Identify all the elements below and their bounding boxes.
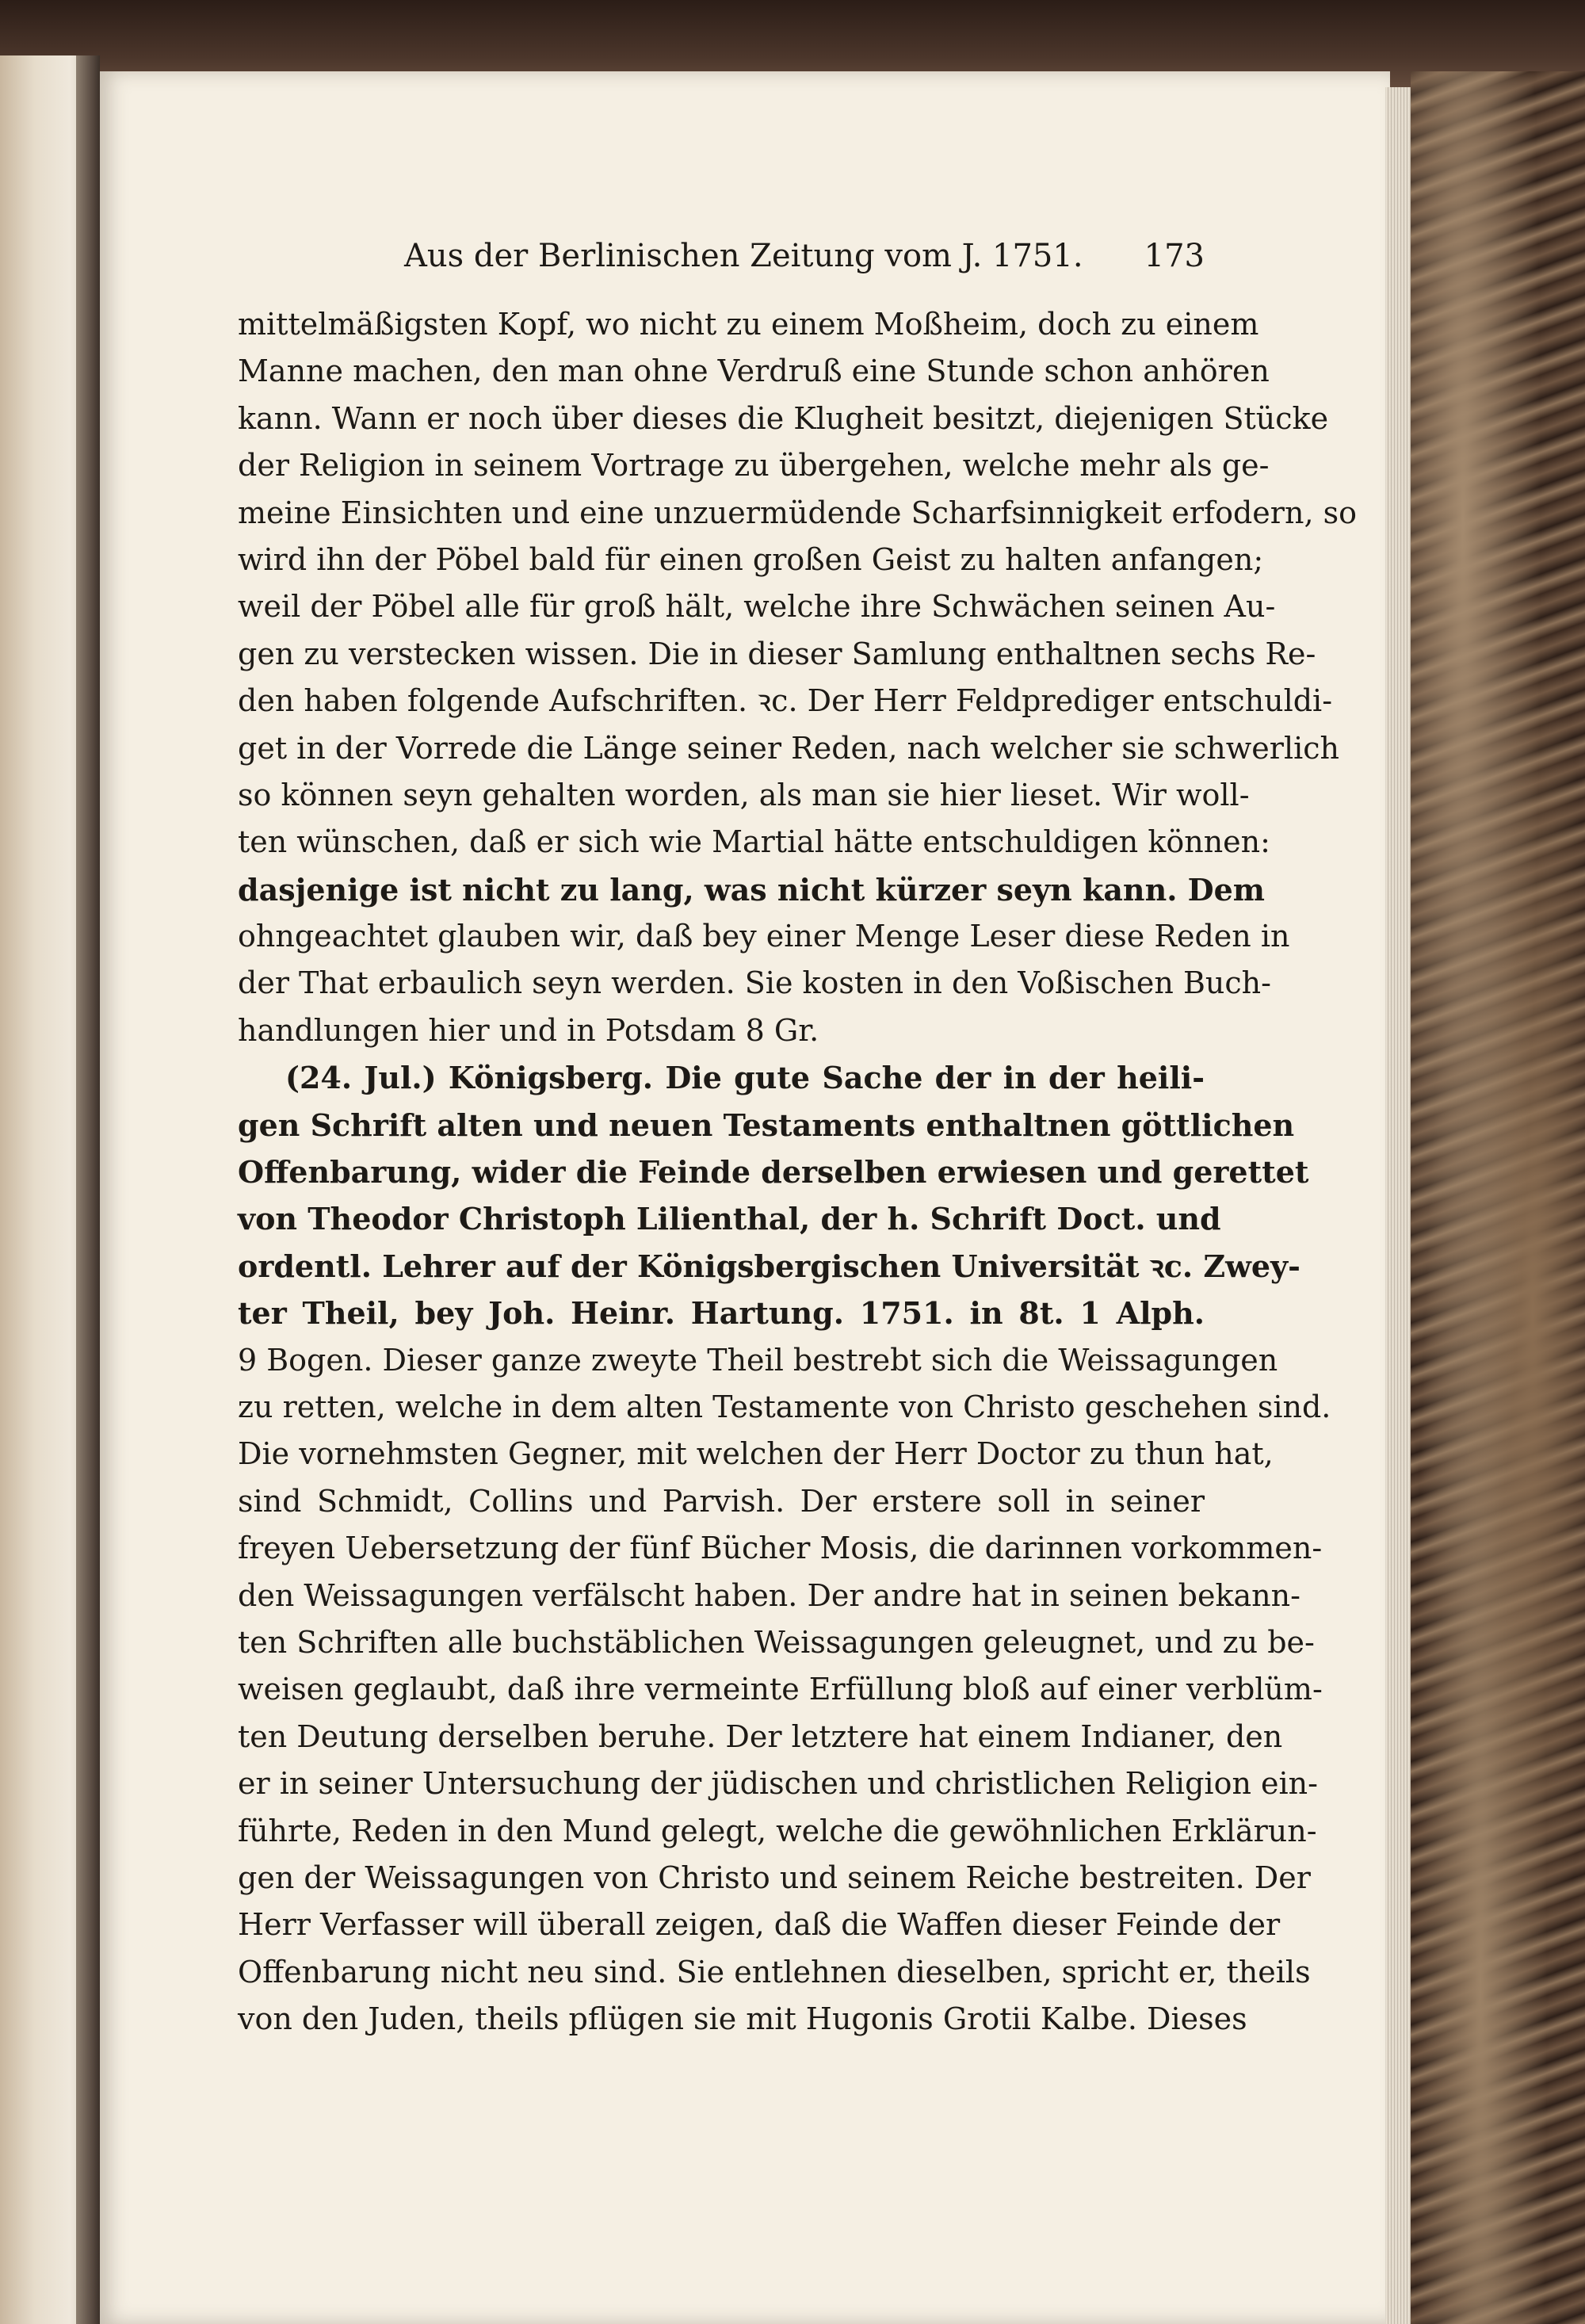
text-line: der That erbaulich seyn werden. Sie kosten in den Voßischen Buch- xyxy=(238,965,1271,1001)
text-line: 9 Bogen. Dieser ganze zweyte Theil bestrebt sich die Weissagungen xyxy=(238,1342,1278,1378)
running-head: Aus der Berlinischen Zeitung vom J. 1751. xyxy=(404,238,1083,274)
text-line: der Religion in seinem Vortrage zu übergehen, welche mehr als ge- xyxy=(238,448,1270,484)
text-line: get in der Vorrede die Länge seiner Reden, nach welcher sie schwerlich xyxy=(238,730,1340,766)
facing-page-edge xyxy=(0,55,87,2324)
text-line-emphasis: gen Schrift alten und neuen Testaments enthaltnen göttlichen xyxy=(238,1107,1295,1143)
text-line: Offenbarung nicht neu sind. Sie entlehnen dieselben, spricht er, theils xyxy=(238,1954,1311,1990)
text-line: sind Schmidt, Collins und Parvish. Der erstere soll in seiner xyxy=(238,1483,1205,1519)
text-line: weisen geglaubt, daß ihre vermeinte Erfüllung bloß auf einer verblüm- xyxy=(238,1672,1323,1707)
text-line: von den Juden, theils pflügen sie mit Hugonis Grotii Kalbe. Dieses xyxy=(238,2001,1247,2037)
text-line: ten wünschen, daß er sich wie Martial hätte entschuldigen können: xyxy=(238,824,1270,860)
text-line: gen der Weissagungen von Christo und seinem Reiche bestreiten. Der xyxy=(238,1860,1311,1895)
page-header xyxy=(238,238,1205,293)
text-line: handlungen hier und in Potsdam 8 Gr. xyxy=(238,1012,819,1048)
text-line: zu retten, welche in dem alten Testamente von Christo geschehen sind. xyxy=(238,1389,1331,1424)
text-line: den Weissagungen verfälscht haben. Der andre hat in seinen bekann- xyxy=(238,1577,1300,1613)
marbled-cover xyxy=(1411,71,1585,2324)
text-line-emphasis: Offenbarung, wider die Feinde derselben erwiesen und gerettet xyxy=(238,1154,1309,1191)
page-number: 173 xyxy=(1144,238,1205,274)
text-line: Die vornehmsten Gegner, mit welchen der Herr Doctor zu thun hat, xyxy=(238,1436,1274,1472)
text-line-emphasis: von Theodor Christoph Lilienthal, der h. Schrift Doct. und xyxy=(238,1201,1221,1237)
book-gutter xyxy=(76,55,100,2324)
text-line-emphasis: dasjenige ist nicht zu lang, was nicht kürzer seyn kann. Dem xyxy=(238,871,1265,908)
text-line: Manne machen, den man ohne Verdruß eine Stunde schon anhören xyxy=(238,354,1270,389)
text-line: gen zu verstecken wissen. Die in dieser Samlung enthaltnen sechs Re- xyxy=(238,636,1316,671)
page-text xyxy=(238,238,1357,2043)
text-line-emphasis: ordentl. Lehrer auf der Königsbergischen Universität ꝛc. Zwey- xyxy=(238,1248,1300,1284)
text-line: er in seiner Untersuchung der jüdischen und christlichen Religion ein- xyxy=(238,1766,1318,1802)
text-line: weil der Pöbel alle für groß hält, welche ihre Schwächen seinen Au- xyxy=(238,589,1276,625)
text-line: den haben folgende Aufschriften. ꝛc. Der Herr Feldprediger entschuldi- xyxy=(238,683,1333,719)
text-line: so können seyn gehalten worden, als man sie hier lieset. Wir woll- xyxy=(238,777,1250,812)
text-line: führte, Reden in den Mund gelegt, welche die gewöhnlichen Erklärun- xyxy=(238,1813,1317,1848)
text-line: freyen Uebersetzung der fünf Bücher Mosis, die darinnen vorkommen- xyxy=(238,1531,1323,1566)
text-line-emphasis: (24. Jul.) Königsberg. Die gute Sache der in der heili- xyxy=(285,1060,1205,1096)
text-line: wird ihn der Pöbel bald für einen großen Geist zu halten anfangen; xyxy=(238,541,1264,577)
text-line: mittelmäßigsten Kopf, wo nicht zu einem Moßheim, doch zu einem xyxy=(238,307,1259,342)
text-line-emphasis: ter Theil, bey Joh. Heinr. Hartung. 1751. in 8t. 1 Alph. xyxy=(238,1295,1205,1332)
text-line: meine Einsichten und eine unzuermüdende Scharfsinnigkeit erfodern, so xyxy=(238,495,1357,530)
text-line: Herr Verfasser will überall zeigen, daß die Waffen dieser Feinde der xyxy=(238,1907,1281,1943)
text-line: ten Deutung derselben beruhe. Der letztere hat einem Indianer, den xyxy=(238,1718,1283,1754)
text-line: kann. Wann er noch über dieses die Klugheit besitzt, diejenigen Stücke xyxy=(238,400,1329,436)
text-line: ten Schriften alle buchstäblichen Weissagungen geleugnet, und zu be- xyxy=(238,1624,1315,1660)
text-line: ohngeachtet glauben wir, daß bey einer Menge Leser diese Reden in xyxy=(238,919,1290,954)
